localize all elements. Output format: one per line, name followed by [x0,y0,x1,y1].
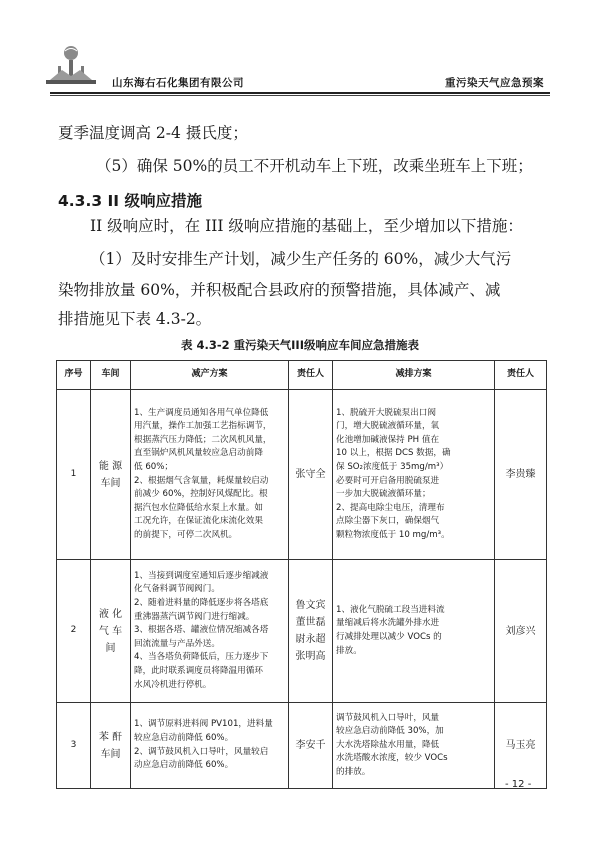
plan-line: 点除尘器下灰口，确保烟气 [336,516,440,527]
plan-line: 水风冷机进行停机。 [134,679,212,690]
paragraph-line: 排措施见下表 4.3-2。 [58,310,212,328]
plan-line: 1、脱硫开大脱硫泵出口阀 [336,407,436,418]
plan-line: 动应急启动前降低 60%。 [134,760,234,771]
plan-line: 行减排处理以减少 VOCs 的 [336,632,442,642]
plan-line: 2、根据烟气含氧量，耗煤量较启动 [134,475,269,486]
plan-line: 化池增加碱液保持 PH 值在 [336,434,440,445]
header-divider [50,92,550,94]
emission-reduction-plan [333,390,495,560]
plan-line: 门，增大脱硫液循环量，氧 [336,421,440,432]
person-name: 尉永超 [295,634,326,645]
plan-line: 保 SO₂浓度低于 35mg/m³） [336,461,449,472]
plan-line: 颗粒物浓度低于 10 mg/m³。 [336,529,450,540]
responsible-person: 李安千 [289,703,333,789]
plan-line: 化气备料调节阀阀门。 [134,584,220,595]
workshop-name-line: 气 车 [98,625,123,637]
plan-line: 4、当各塔负荷降低后，压力逐步下 [134,652,269,663]
plan-line: 1、生产调度员通知各用气单位降低 [134,407,269,418]
row-number: 3 [57,703,91,789]
plan-line: 2、提高电除尘电压，清理布 [336,502,445,513]
plan-line: 直至锅炉风机风量较应急启动前降 [134,448,263,459]
person-name: 董世磊 [295,617,326,628]
plan-line: 一步加大脱硫液循环量； [336,489,431,500]
paragraph-line: （5）确保 50%的员工不开机动车上下班，改乘坐班车上下班； [96,157,533,175]
emission-reduction-plan [333,703,495,789]
company-name: 山东海右石化集团有限公司 [112,77,244,89]
row-number: 1 [57,390,91,560]
paragraph-line: II 级响应时，在 III 级响应措施的基础上，至少增加以下措施： [90,217,523,235]
document-title: 重污染天气应急预案 [445,77,544,89]
row-number: 2 [57,560,91,703]
workshop-cell [91,560,131,703]
page-number: - 12 - [505,779,532,790]
plan-line: 10 以上，根据 DCS 数据，确 [336,448,451,459]
paragraph-line: 染物排放量 60%，并积极配合县政府的预警措施，具体减产、减 [58,281,501,299]
plan-line: 根据蒸汽压力降低；二次风机风量， [134,434,272,445]
workshop-cell [91,703,131,789]
column-header: 减产方案 [131,361,289,390]
column-header: 序号 [57,361,91,390]
plan-line: 较应急启动前降低 60%。 [134,732,234,743]
plan-line: 3、根据各塔、罐液位情况缩减各塔 [134,625,269,636]
workshop-name-line: 液 化 [98,608,123,620]
plan-line: 1、液化气脱硫工段当进料流 [336,604,445,615]
responsible-persons [289,560,333,703]
table-row [57,703,547,789]
column-header: 责任人 [289,361,333,390]
responsible-person: 李贵臻 [495,390,547,560]
column-header: 减排方案 [333,361,495,390]
plan-line: 回流流量与产品外送。 [134,638,220,649]
plan-line: 低 60%； [134,461,174,472]
production-reduction-plan [131,703,289,789]
paragraph-line: 夏季温度调高 2-4 摄氏度； [58,124,248,142]
plan-line: 据汽包水位降低给水泵上水量。如 [134,502,263,513]
plan-line: 重沸器蒸汽调节阀门进行缩减。 [134,611,255,622]
workshop-cell [91,390,131,560]
plan-line: 用汽量，操作工加强工艺指标调节， [134,421,272,432]
workshop-name-line: 车间 [100,748,121,760]
header-divider-thin [50,95,550,96]
emission-reduction-plan [333,560,495,703]
plan-line: 较应急启动前降低 30%，加 [336,726,444,737]
plan-line: 调节鼓风机入口导叶，风量 [336,712,440,723]
paragraph-line: （1）及时安排生产计划，减少生产任务的 60%，减少大气污 [90,250,512,268]
responsible-person: 刘彦兴 [495,560,547,703]
company-logo-icon [36,44,106,90]
plan-line: 降，此时联系调度员将降温用循环 [134,665,263,676]
table-row [57,560,547,703]
plan-line: 2、随着进料量的降低逐步将各塔底 [134,598,269,609]
measures-table [56,360,547,789]
workshop-name-line: 车间 [100,477,121,489]
person-name: 鲁文宾 [295,600,326,611]
responsible-person: 张守全 [289,390,333,560]
responsible-person: 马玉亮 [495,703,547,789]
production-reduction-plan [131,560,289,703]
section-heading: 4.3.3 II 级响应措施 [58,192,202,210]
plan-line: 工况允许，在保证流化床流化效果 [134,516,263,527]
workshop-name-line: 能 源 [98,460,123,472]
plan-line: 必要时可开启备用脱硫泵进 [336,475,440,486]
person-name: 张明高 [295,651,326,662]
plan-line: 排放。 [336,645,362,656]
plan-line: 水洗塔酸水浓度，较少 VOCs [336,753,448,764]
plan-line: 大水洗塔除盐水用量，降低 [336,739,440,750]
column-header: 车间 [91,361,131,390]
plan-line: 量缩减后将水洗罐外排水进 [336,618,440,629]
workshop-name-line: 间 [105,642,116,654]
plan-line: 2、调节鼓风机入口导叶，风量较启 [134,746,269,757]
column-header: 责任人 [495,361,547,390]
table-caption: 表 4.3-2 重污染天气III级响应车间应急措施表 [181,338,419,352]
plan-line: 1、调节原料进料阀 PV101，进料量 [134,719,273,730]
plan-line: 的前提下，可停二次风机。 [134,529,238,540]
plan-line: 前减少 60%，控制好风煤配比。根 [134,489,268,500]
production-reduction-plan [131,390,289,560]
table-row [57,390,547,560]
workshop-name-line: 苯 酐 [98,731,123,743]
plan-line: 的排放。 [336,766,371,777]
plan-line: 1、当接到调度室通知后逐步缩减液 [134,570,269,581]
table-header-row [57,361,547,390]
